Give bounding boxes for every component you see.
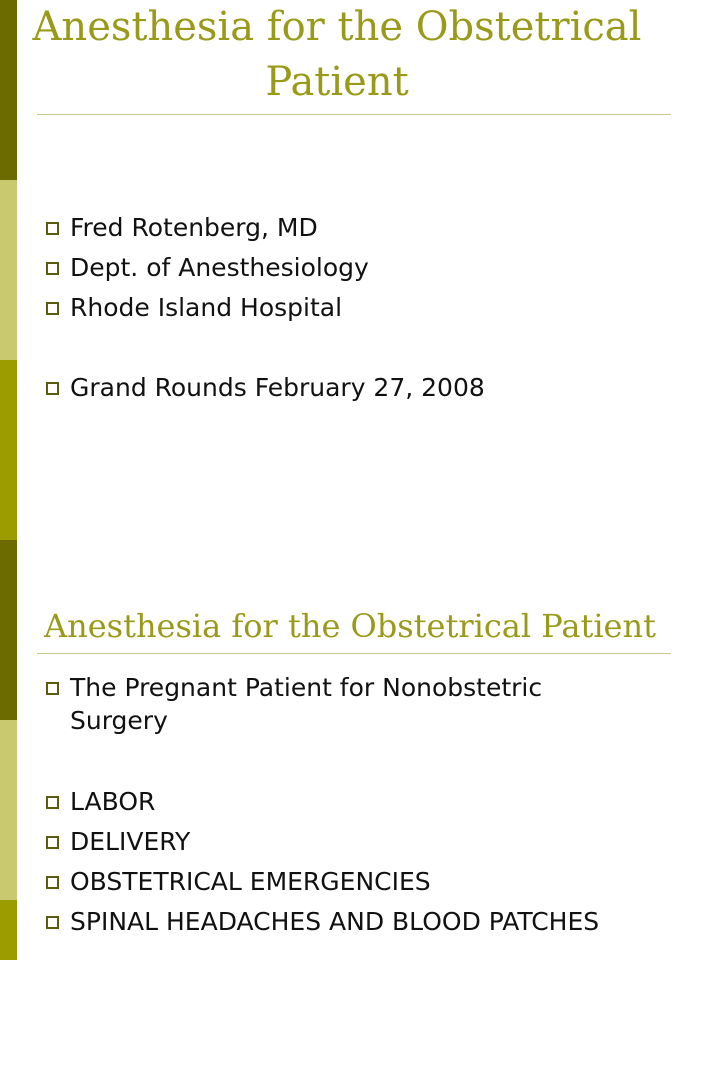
bullet-text: Rhode Island Hospital: [70, 293, 343, 322]
bullet-text: Grand Rounds February 27, 2008: [70, 373, 485, 402]
square-bullet-icon: [46, 916, 59, 929]
bullet-item: [46, 785, 155, 818]
square-bullet-icon: [46, 682, 59, 695]
square-bullet-icon: [46, 796, 59, 809]
title-rule: [37, 653, 671, 654]
square-bullet-icon: [46, 382, 59, 395]
bullet-item: [46, 905, 606, 938]
slide-title: Anesthesia for the Obstetrical Patient: [44, 607, 656, 645]
slide-2: [0, 540, 720, 1080]
bullet-item: [46, 371, 485, 404]
square-bullet-icon: [46, 302, 59, 315]
square-bullet-icon: [46, 836, 59, 849]
bullet-item: [46, 291, 342, 324]
bullet-text: DELIVERY: [70, 827, 191, 856]
bullet-item: [46, 671, 646, 737]
bullet-text: SPINAL HEADACHES AND BLOOD PATCHES: [70, 907, 600, 936]
square-bullet-icon: [46, 222, 59, 235]
slide-title: [17, 0, 657, 110]
bullet-text: LABOR: [70, 787, 156, 816]
bullet-item: [46, 825, 190, 858]
bullet-item: [46, 251, 369, 284]
bullet-text: The Pregnant Patient for Nonobstetric Surgery: [70, 673, 543, 735]
title-line-1: Anesthesia for the Obstetrical: [32, 4, 642, 50]
bullet-text: OBSTETRICAL EMERGENCIES: [70, 867, 431, 896]
square-bullet-icon: [46, 876, 59, 889]
bullet-item: [46, 865, 431, 898]
bullet-text: Dept. of Anesthesiology: [70, 253, 369, 282]
square-bullet-icon: [46, 262, 59, 275]
bullet-item: [46, 211, 318, 244]
title-line-2: Patient: [265, 59, 409, 105]
bullet-text: Fred Rotenberg, MD: [70, 213, 318, 242]
title-rule: [37, 114, 671, 115]
